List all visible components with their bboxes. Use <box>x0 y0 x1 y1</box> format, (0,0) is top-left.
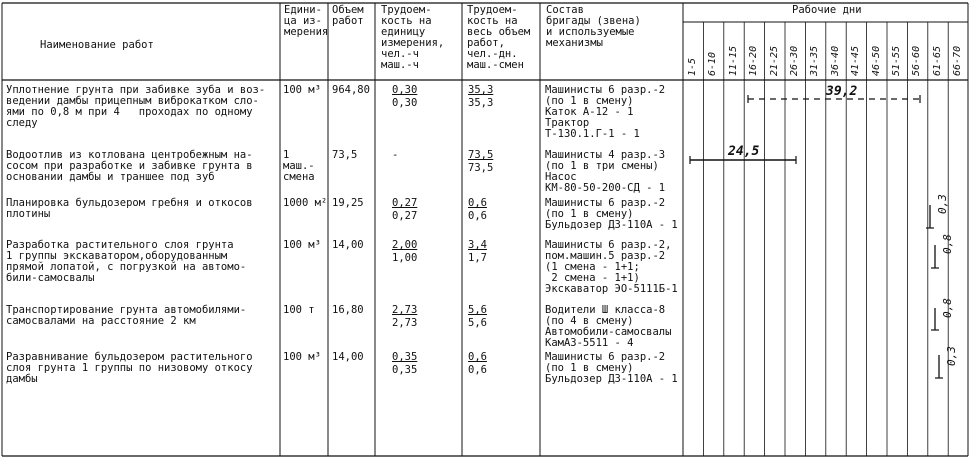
crew-cell: Машинисты 6 разр.-2 (по 1 в смену) Бульдозер ДЗ-110А - 1 <box>545 351 678 385</box>
work-name: Разработка растительного слоя грунта 1 группы экскаватором,оборудованным прямой лопатой, с погрузкой на автомо- били-самосвалы <box>6 239 247 284</box>
volume-cell: 14,00 <box>332 351 364 363</box>
labor-unit-top: 0,27 <box>392 197 418 209</box>
header-labor-total: Трудоем- кость на весь объем работ, чел.-дн. маш.-смен <box>467 4 531 71</box>
unit-cell: 100 м³ <box>283 84 321 96</box>
labor-unit-bottom: 0,27 <box>392 210 418 222</box>
day-range-label: 46-50 <box>870 45 882 76</box>
labor-total-bottom: 0,6 <box>468 364 487 376</box>
labor-total-bottom: 0,6 <box>468 210 487 222</box>
day-range-label: 61-65 <box>931 45 943 76</box>
unit-cell: 100 т <box>283 304 315 316</box>
day-range-label: 36-40 <box>829 45 841 76</box>
volume-cell: 19,25 <box>332 197 364 209</box>
labor-unit-bottom: 2,73 <box>392 317 418 329</box>
labor-unit-top: 0,30 <box>392 84 418 96</box>
day-range-label: 51-55 <box>891 45 902 76</box>
volume-cell: 964,80 <box>332 84 370 96</box>
labor-total-bottom: 73,5 <box>468 162 494 174</box>
day-range-label: 26-30 <box>789 45 800 76</box>
gantt-bar-label: 0,3 <box>936 194 949 214</box>
labor-total-bottom: 1,7 <box>468 252 487 264</box>
labor-total-bottom: 5,6 <box>468 317 487 329</box>
gantt-bar-label: 0,8 <box>941 234 954 254</box>
crew-cell: Водители Ш класса-8 (по 4 в смену) Автомобили-самосвалы КамАЗ-5511 - 4 <box>545 304 672 349</box>
labor-unit-bottom: 0,30 <box>392 97 418 109</box>
labor-total-top: 5,6 <box>468 304 487 316</box>
unit-cell: 1000 м² <box>283 197 328 209</box>
header-working-days: Рабочие дни <box>792 4 862 16</box>
labor-unit-top: - <box>392 149 399 161</box>
labor-total-top: 73,5 <box>468 149 494 161</box>
unit-cell: 100 м³ <box>283 351 321 363</box>
unit-cell: 1 маш.- смена <box>283 149 315 183</box>
day-range-label: 11-15 <box>727 45 739 76</box>
labor-unit-top: 2,73 <box>392 304 418 316</box>
labor-total-top: 0,6 <box>468 351 487 363</box>
header-volume: Объем работ <box>332 4 364 27</box>
labor-unit-bottom: 1,00 <box>392 252 418 264</box>
header-labor-unit: Трудоем- кость на единицу измерения, чел.-ч маш.-ч <box>381 4 445 71</box>
labor-unit-top: 0,35 <box>392 351 418 363</box>
labor-total-top: 0,6 <box>468 197 487 209</box>
crew-cell: Машинисты 6 разр.-2 (по 1 в смену) Бульдозер ДЗ-110А - 1 <box>545 197 678 231</box>
header-crew: Состав бригады (звена) и используемые механизмы <box>546 4 641 49</box>
unit-cell: 100 м³ <box>283 239 321 251</box>
day-range-label: 66-70 <box>952 45 964 76</box>
work-name: Уплотнение грунта при забивке зуба и воз- ведении дамбы прицепным виброкатком сло- ями по 0,8 м при 4 проходах по одному следу <box>6 84 266 129</box>
day-range-label: 31-35 <box>809 45 821 76</box>
header-unit: Едини- ца из- мерения <box>284 4 329 38</box>
labor-total-bottom: 35,3 <box>468 97 494 109</box>
labor-unit-top: 2,00 <box>392 239 418 251</box>
volume-cell: 14,00 <box>332 239 364 251</box>
volume-cell: 73,5 <box>332 149 358 161</box>
day-range-label: 16-20 <box>748 45 760 76</box>
gantt-bar-label: 0,3 <box>945 346 958 366</box>
day-range-label: 56-60 <box>911 45 923 76</box>
day-range-label: 41-45 <box>850 45 862 76</box>
labor-total-top: 3,4 <box>468 239 487 251</box>
header-name: Наименование работ <box>40 39 154 51</box>
labor-total-top: 35,3 <box>468 84 494 96</box>
crew-cell: Машинисты 6 разр.-2 (по 1 в смену) Каток А-12 - 1 Трактор Т-130.1.Г-1 - 1 <box>545 84 666 140</box>
day-range-label: 21-25 <box>768 45 780 76</box>
gantt-bar-label: 24,5 <box>728 144 760 159</box>
work-name: Планировка бульдозером гребня и откосов плотины <box>6 197 253 220</box>
crew-cell: Машинисты 4 разр.-3 (по 1 в три смены) Насос КМ-80-50-200-СД - 1 <box>545 149 666 194</box>
gantt-bar-label: 39,2 <box>826 84 858 99</box>
work-name: Разравнивание бульдозером растительного слоя грунта 1 группы по низовому откосу дамбы <box>6 351 253 385</box>
day-range-label: 1-5 <box>687 57 698 76</box>
gantt-bar-label: 0,8 <box>941 298 954 318</box>
work-name: Водоотлив из котлована центробежным на- сосом при разработке и забивке грунта в основании дамбы и траншее под зуб <box>6 149 253 183</box>
labor-unit-bottom: 0,35 <box>392 364 418 376</box>
work-name: Транспортирование грунта автомобилями- самосвалами на расстояние 2 км <box>6 304 247 327</box>
day-range-label: 6-10 <box>707 51 719 76</box>
crew-cell: Машинисты 6 разр.-2, пом.машин.5 разр.-2 (1 смена - 1+1; 2 смена - 1+1) Экскаватор ЭО-5111Б-1 <box>545 239 678 295</box>
volume-cell: 16,80 <box>332 304 364 316</box>
